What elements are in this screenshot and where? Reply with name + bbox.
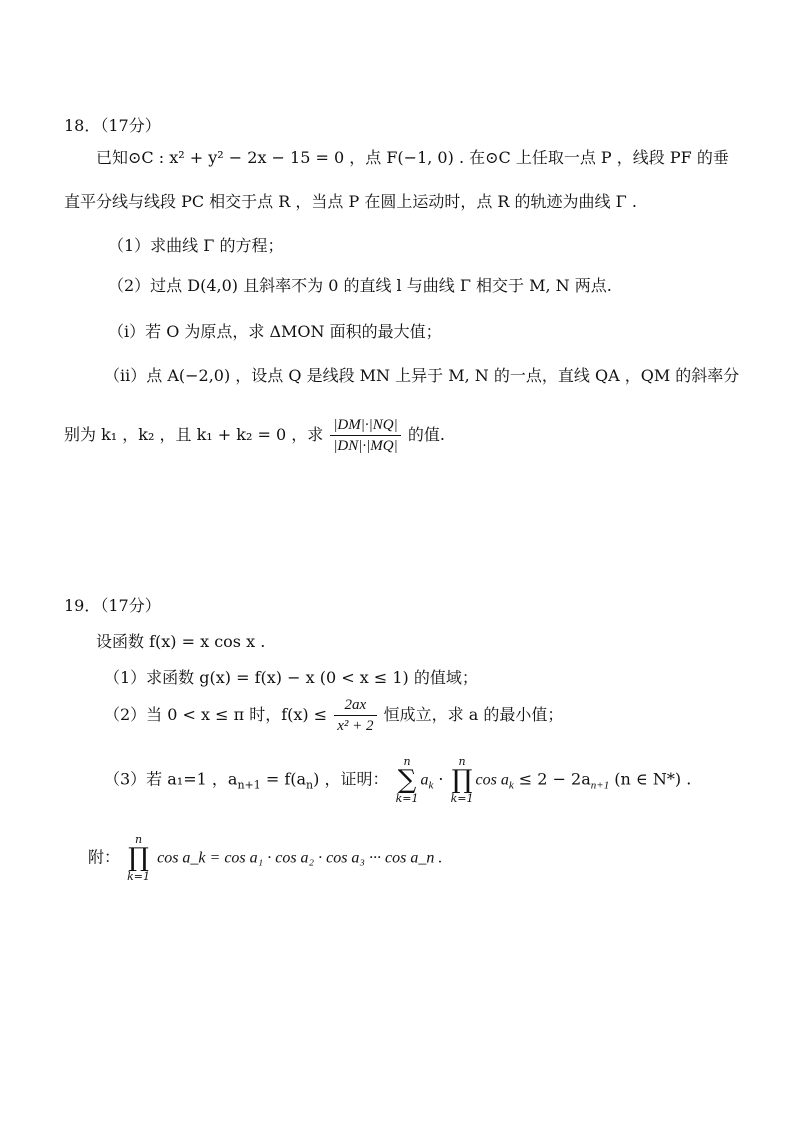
question-18-part-1: （1）求曲线 Γ 的方程； bbox=[108, 236, 284, 255]
part-3-sub-1: n+1 bbox=[237, 778, 261, 792]
question-18-part-2-ii: （ⅱ）点 A(−2,0) ，设点 Q 是线段 MN 上异于 M, N 的一点，直线 QA ，QM 的斜率分 bbox=[104, 366, 740, 385]
question-19-part-2-prefix: （2）当 0 < x ≤ π 时，f(x) ≤ bbox=[104, 705, 328, 724]
part-3-mid: = f(a bbox=[260, 769, 307, 789]
part-2-denominator: x² + 2 bbox=[337, 718, 374, 734]
question-18-part-2-i: （ⅰ）若 O 为原点，求 ΔMON 面积的最大值； bbox=[108, 322, 442, 341]
question-19-part-2 bbox=[104, 696, 563, 735]
question-18-last-line bbox=[64, 416, 445, 455]
question-18-line-2: 直平分线与线段 PC 相交于点 R ，当点 P 在圆上运动时，点 R 的轨迹为曲线 Γ . bbox=[64, 192, 637, 211]
part-3-mid-2: ) ，证明： bbox=[313, 769, 389, 789]
question-19-header: 19．（17分） bbox=[64, 596, 161, 615]
sum-lower-limit: k=1 bbox=[395, 792, 419, 805]
ratio-denominator: |DN|·|MQ| bbox=[333, 438, 398, 454]
sum-term-sub: k bbox=[428, 779, 434, 792]
part-2-numerator: 2ax bbox=[334, 696, 376, 716]
sum-upper-limit: n bbox=[403, 755, 411, 768]
note-label: 附： bbox=[88, 847, 121, 867]
sum-term: a bbox=[420, 771, 429, 789]
note-product-symbol bbox=[127, 834, 150, 882]
note-prod-sign: ∏ bbox=[128, 843, 149, 873]
part-2-fraction bbox=[334, 696, 376, 735]
note-prod-lower: k=1 bbox=[127, 870, 150, 883]
question-18-line-1: 已知⊙C : x² + y² − 2x − 15 = 0 ，点 F(−1, 0) . 在⊙C 上任取一点 P ，线段 PF 的垂 bbox=[96, 148, 729, 167]
product-dot: · bbox=[433, 769, 449, 789]
question-18-last-suffix: 的值. bbox=[407, 425, 445, 444]
ratio-numerator: |DM|·|NQ| bbox=[330, 416, 400, 436]
part-3-prefix: （3）若 a₁=1 ，a bbox=[104, 769, 238, 789]
part-3-end-sub: n+1 bbox=[590, 779, 610, 792]
product-symbol bbox=[451, 756, 474, 804]
prod-sign: ∏ bbox=[451, 765, 473, 795]
note-rhs: cos a_k = cos a₁ · cos a₂ · cos a₃ ··· cos a_n . bbox=[157, 849, 443, 867]
question-19-line-1: 设函数 f(x) = x cos x . bbox=[96, 632, 266, 651]
question-19-note bbox=[88, 834, 442, 882]
part-3-tail: (n ∈ N*) . bbox=[609, 769, 692, 789]
question-19-part-1: （1）求函数 g(x) = f(x) − x (0 < x ≤ 1) 的值域； bbox=[104, 668, 478, 687]
question-18-header: 18．（17分） bbox=[64, 116, 161, 135]
ratio-fraction bbox=[330, 416, 400, 455]
prod-term: cos a bbox=[475, 771, 509, 789]
question-18-part-2: （2）过点 D(4,0) 且斜率不为 0 的直线 l 与曲线 Γ 相交于 M, N 两点. bbox=[108, 276, 612, 295]
prod-upper-limit: n bbox=[458, 755, 466, 768]
part-3-end: ≤ 2 − 2a bbox=[513, 769, 591, 789]
part-3-sub-2: n bbox=[306, 778, 314, 792]
question-19-part-2-suffix: 恒成立，求 a 的最小值； bbox=[383, 705, 564, 724]
prod-lower-limit: k=1 bbox=[450, 792, 474, 805]
summation-symbol bbox=[396, 756, 419, 804]
question-18-last-prefix: 别为 k₁ ，k₂ ，且 k₁ + k₂ = 0 ，求 bbox=[64, 425, 324, 444]
note-prod-upper: n bbox=[135, 833, 143, 846]
prod-term-sub: k bbox=[508, 779, 514, 792]
question-19-part-3 bbox=[104, 756, 691, 804]
sum-sign: ∑ bbox=[397, 765, 417, 795]
